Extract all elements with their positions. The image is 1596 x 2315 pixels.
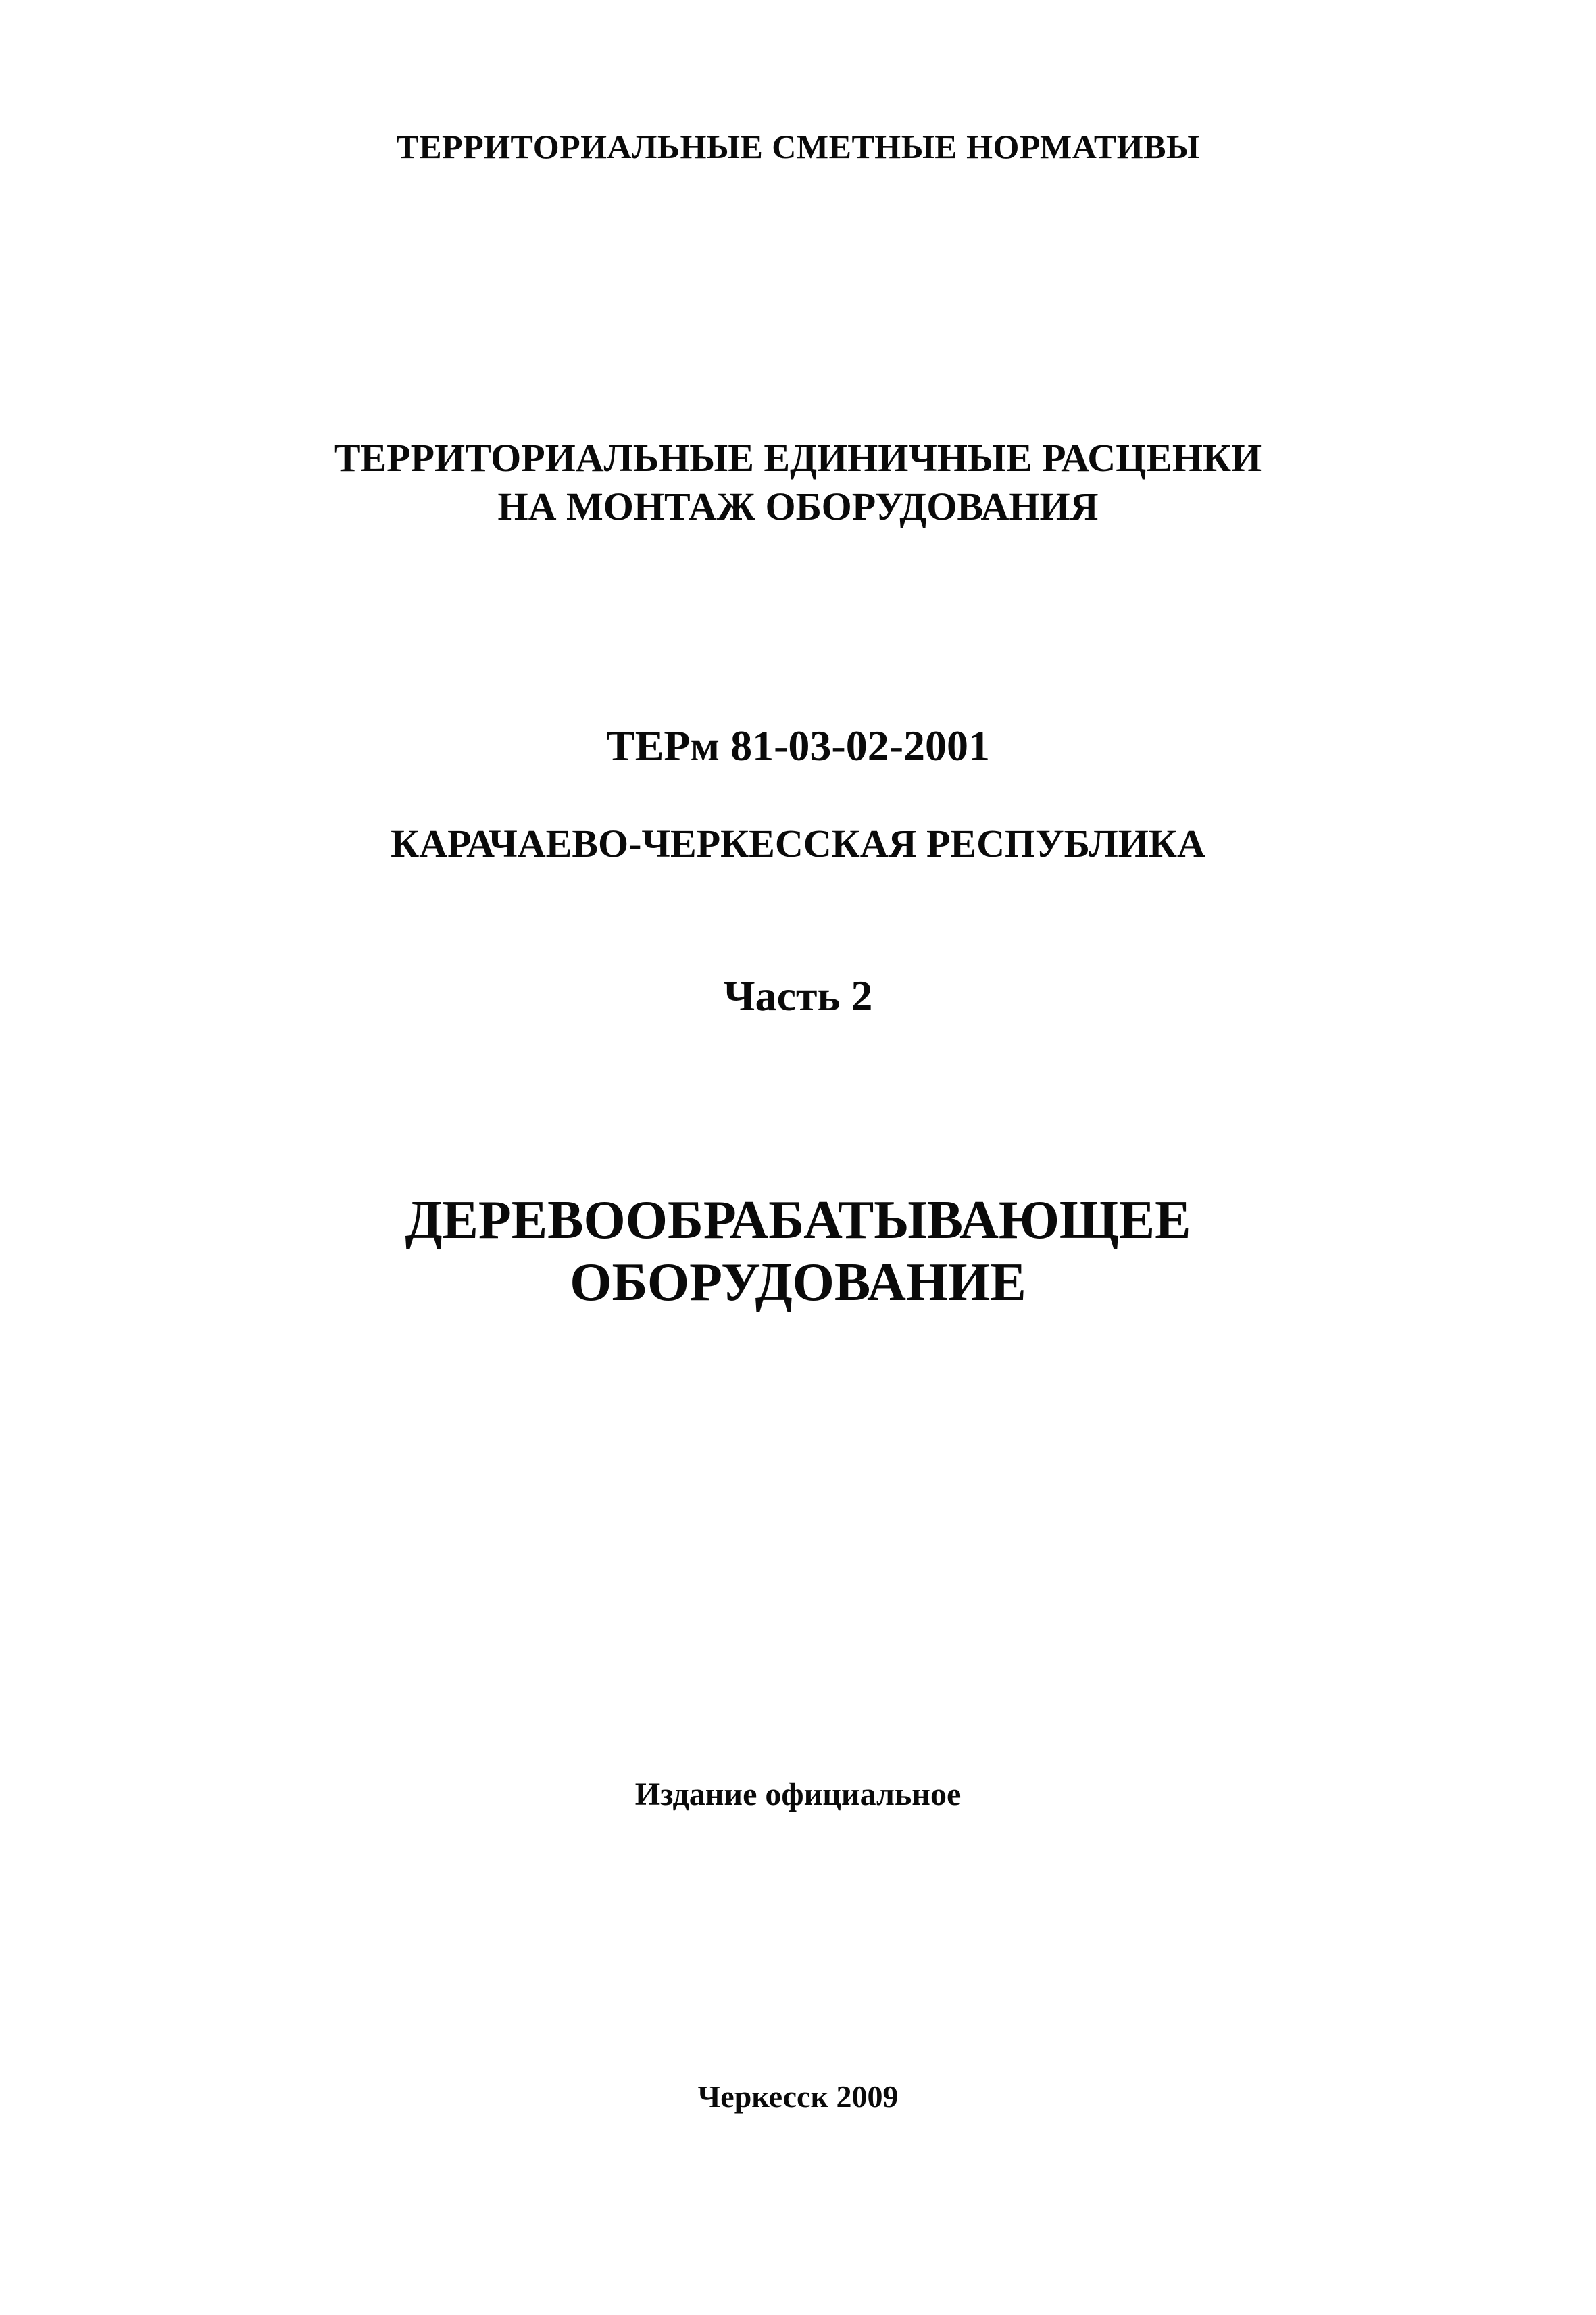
subject-title-line-1: ДЕРЕВООБРАБАТЫВАЮЩЕЕ [405,1191,1191,1250]
part-number: Часть 2 [723,972,873,1020]
document-title-line-1: ТЕРРИТОРИАЛЬНЫЕ ЕДИНИЧНЫЕ РАСЦЕНКИ [334,436,1262,480]
document-title-line-2: НА МОНТАЖ ОБОРУДОВАНИЯ [497,484,1099,528]
document-title [0,434,1596,531]
document-code: ТЕРм 81-03-02-2001 [606,722,990,770]
region-name: КАРАЧАЕВО-ЧЕРКЕССКАЯ РЕСПУБЛИКА [391,822,1205,866]
edition-note: Издание официальное [634,1776,962,1812]
subject-title-line-2: ОБОРУДОВАНИЕ [570,1253,1026,1312]
subject-title [0,1189,1596,1314]
publication-place-year: Черкесск 2009 [697,2079,899,2114]
document-header: ТЕРРИТОРИАЛЬНЫЕ СМЕТНЫЕ НОРМАТИВЫ [396,128,1200,166]
